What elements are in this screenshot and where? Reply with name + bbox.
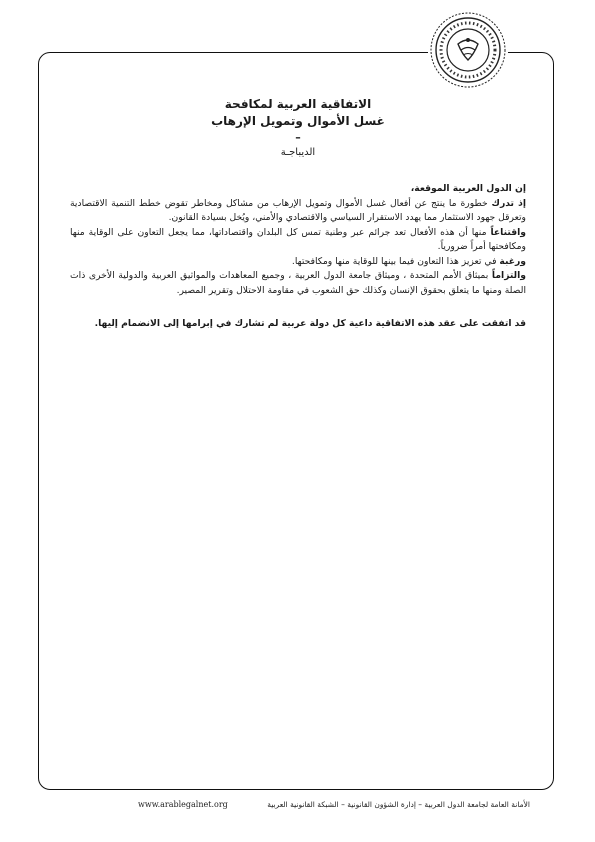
paragraph-convinced bbox=[70, 226, 526, 255]
title-dash: – bbox=[295, 131, 301, 144]
paragraph-committed bbox=[70, 269, 526, 298]
page-footer bbox=[130, 798, 530, 812]
paragraph-lead: إذ تدرك bbox=[491, 197, 526, 209]
title-line-2: غسل الأموال وتمويل الإرهاب bbox=[211, 114, 385, 128]
paragraph-text: بميثاق الأمم المتحدة ، وميثاق جامعة الدول العربية ، وجميع المعاهدات والمواثيق العربية والدولية الأخرى ذات الصلة ومنها ما يتعلق بحقوق الإنسان وكذلك حق الشعوب في مقاومة الاحتلال وتقرير المصير. bbox=[70, 270, 526, 296]
footer-url-link[interactable]: www.arablegalnet.org bbox=[138, 800, 228, 809]
title-line-1: الاتفاقية العربية لمكافحة bbox=[224, 97, 372, 111]
preamble-heading: الديباجـة bbox=[280, 147, 316, 158]
paragraph-text: منها أن هذه الأفعال تعد جرائم عبر وطنية تمس كل البلدان واقتصاداتها، مما يجعل التعاون على الوقاية منها ومكافحتها أمراً ضرورياً. bbox=[70, 226, 526, 252]
intro-line bbox=[70, 182, 526, 197]
document-body bbox=[70, 96, 526, 332]
paragraph-text: في تعزيز هذا التعاون فيما بينها للوقاية منها ومكافحتها. bbox=[291, 255, 500, 267]
paragraph-text: خطورة ما ينتج عن أفعال غسل الأموال وتمويل الإرهاب من مشاكل ومخاطر تقوض خطط التنمية الاقتصادية وتعرقل جهود الاستثمار مما يهدد الاستقرار السياسي والاقتصادي والأمني، ويُخل بسيادة القانون. bbox=[70, 197, 526, 223]
arab-league-emblem-icon bbox=[428, 10, 508, 90]
paragraph-desiring bbox=[70, 255, 526, 270]
closing-paragraph: قد اتفقت على عقد هذه الاتفاقية داعية كل دولة عربية لم تشارك في إبرامها إلى الانضمام إليها. bbox=[94, 318, 526, 329]
intro-text: إن الدول العربية الموقعة، bbox=[410, 183, 526, 194]
paragraph-lead: والتزاماً bbox=[491, 270, 526, 281]
paragraph-lead: واقتناعاً bbox=[490, 226, 526, 238]
paragraph-realizing bbox=[70, 197, 526, 226]
paragraph-lead: ورغبة bbox=[499, 255, 526, 267]
footer-organization: الأمانة العامة لجامعة الدول العربية – إدارة الشؤون القانونية – الشبكة القانونية العربية bbox=[267, 800, 530, 809]
